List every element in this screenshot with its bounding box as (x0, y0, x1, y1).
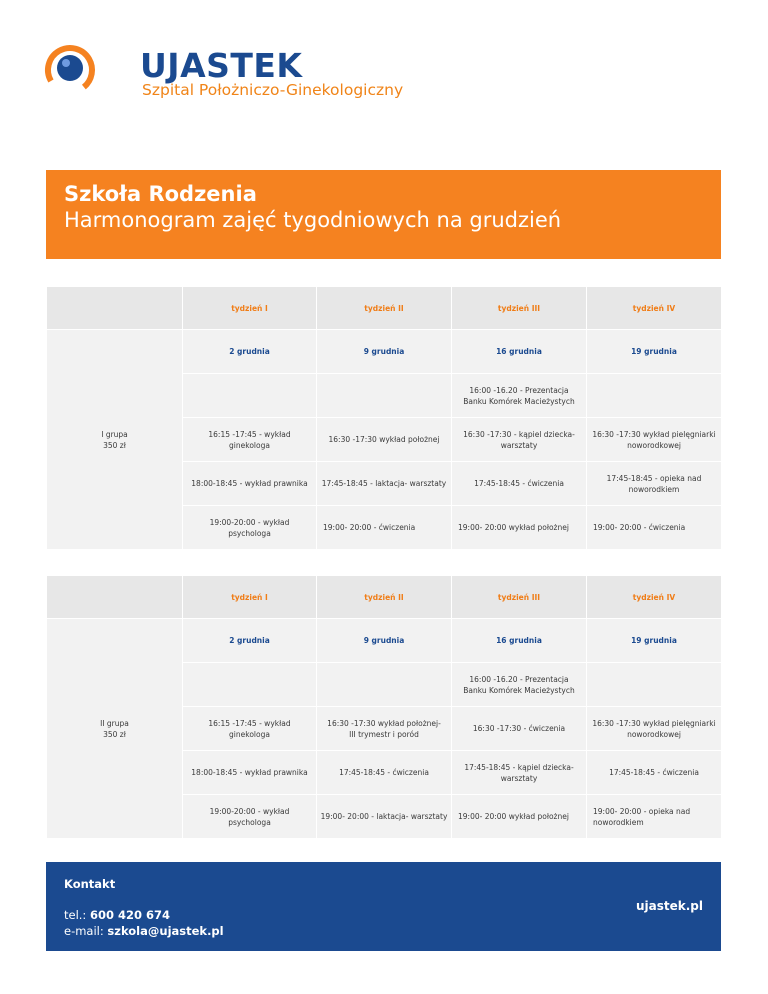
schedule-cell: 19:00- 20:00 - ćwiczenia (587, 506, 722, 550)
schedule-cell: 16:00 -16.20 - Prezentacja Banku Komórek Macieżystych (452, 663, 587, 707)
week-label: tydzień I (183, 287, 317, 330)
group-cell (47, 330, 183, 550)
ujastek-logo-icon (42, 40, 102, 100)
schedule-cell: 16:30 -17:30 - ćwiczenia (452, 707, 587, 751)
schedule-cell: 17:45-18:45 - opieka nad noworodkiem (587, 462, 722, 506)
schedule-cell: 19:00- 20:00 - laktacja- warsztaty (317, 795, 452, 839)
phone-label: tel.: (64, 908, 90, 922)
schedule-cell: 19:00-20:00 - wykład psychologa (183, 795, 317, 839)
week-header-row (47, 576, 722, 619)
group-price: 350 zł (103, 729, 126, 739)
page-title: Szkoła Rodzenia (64, 182, 257, 206)
schedule-cell: 17:45-18:45 - laktacja- warsztaty (317, 462, 452, 506)
hospital-logo (42, 40, 404, 104)
schedule-cell: 16:15 -17:45 - wykład ginekologa (183, 707, 317, 751)
schedule-cell: 18:00-18:45 - wykład prawnika (183, 462, 317, 506)
schedule-cell: 17:45-18:45 - ćwiczenia (587, 751, 722, 795)
email-address[interactable]: szkola@ujastek.pl (107, 924, 224, 938)
week-label: tydzień II (317, 287, 452, 330)
date-row (47, 619, 722, 663)
date-cell: 19 grudnia (587, 330, 722, 374)
week-label: tydzień I (183, 576, 317, 619)
schedule-cell: 19:00- 20:00 - ćwiczenia (317, 506, 452, 550)
empty-cell (183, 374, 317, 418)
schedule-table-group-2 (46, 575, 722, 839)
website-link[interactable]: ujastek.pl (635, 899, 703, 913)
schedule-table-group-1 (46, 286, 722, 550)
schedule-cell: 17:45-18:45 - ćwiczenia (452, 462, 587, 506)
schedule-cell: 19:00- 20:00 wykład położnej (452, 795, 587, 839)
schedule-cell: 16:30 -17:30 wykład położnej- III trymestr i poród (317, 707, 452, 751)
date-cell: 19 grudnia (587, 619, 722, 663)
schedule-cell: 17:45-18:45 - kąpiel dziecka- warsztaty (452, 751, 587, 795)
schedule-cell: 16:30 -17:30 wykład pielęgniarki noworodkowej (587, 707, 722, 751)
empty-cell (587, 663, 722, 707)
schedule-cell: 16:30 -17:30 - kąpiel dziecka- warsztaty (452, 418, 587, 462)
schedule-cell: 16:00 -16.20 - Prezentacja Banku Komórek Macieżystych (452, 374, 587, 418)
week-header-row (47, 287, 722, 330)
empty-cell (183, 663, 317, 707)
date-cell: 16 grudnia (452, 619, 587, 663)
contact-email (64, 924, 224, 938)
page-header (46, 170, 721, 259)
page-subtitle: Harmonogram zajęć tygodniowych na grudzień (64, 208, 562, 232)
contact-phone (64, 908, 170, 922)
empty-header-cell (47, 287, 183, 330)
week-label: tydzień III (452, 287, 587, 330)
empty-cell (317, 663, 452, 707)
schedule-cell: 16:30 -17:30 wykład pielęgniarki noworodkowej (587, 418, 722, 462)
group-label: II grupa (100, 718, 129, 728)
email-label: e-mail: (64, 924, 108, 938)
week-label: tydzień II (317, 576, 452, 619)
schedule-cell: 18:00-18:45 - wykład prawnika (183, 751, 317, 795)
group-price: 350 zł (103, 440, 126, 450)
logo-subtitle: Szpital Położniczo-Ginekologiczny (142, 81, 404, 99)
date-cell: 9 grudnia (317, 330, 452, 374)
schedule-cell: 17:45-18:45 - ćwiczenia (317, 751, 452, 795)
phone-number[interactable]: 600 420 674 (89, 908, 170, 922)
empty-header-cell (47, 576, 183, 619)
logo-name: UJASTEK (140, 46, 303, 85)
date-row (47, 330, 722, 374)
contact-heading: Kontakt (64, 877, 116, 891)
date-cell: 16 grudnia (452, 330, 587, 374)
date-cell: 2 grudnia (183, 619, 317, 663)
schedule-cell: 16:15 -17:45 - wykład ginekologa (183, 418, 317, 462)
week-label: tydzień III (452, 576, 587, 619)
empty-cell (587, 374, 722, 418)
empty-cell (317, 374, 452, 418)
schedule-cell: 19:00-20:00 - wykład psychologa (183, 506, 317, 550)
schedule-cell: 19:00- 20:00 wykład położnej (452, 506, 587, 550)
schedule-cell: 19:00- 20:00 - opieka nad noworodkiem (587, 795, 722, 839)
date-cell: 2 grudnia (183, 330, 317, 374)
schedule-cell: 16:30 -17:30 wykład położnej (317, 418, 452, 462)
group-label: I grupa (101, 429, 128, 439)
week-label: tydzień IV (587, 287, 722, 330)
week-label: tydzień IV (587, 576, 722, 619)
date-cell: 9 grudnia (317, 619, 452, 663)
group-cell (47, 619, 183, 839)
contact-footer (46, 862, 721, 951)
